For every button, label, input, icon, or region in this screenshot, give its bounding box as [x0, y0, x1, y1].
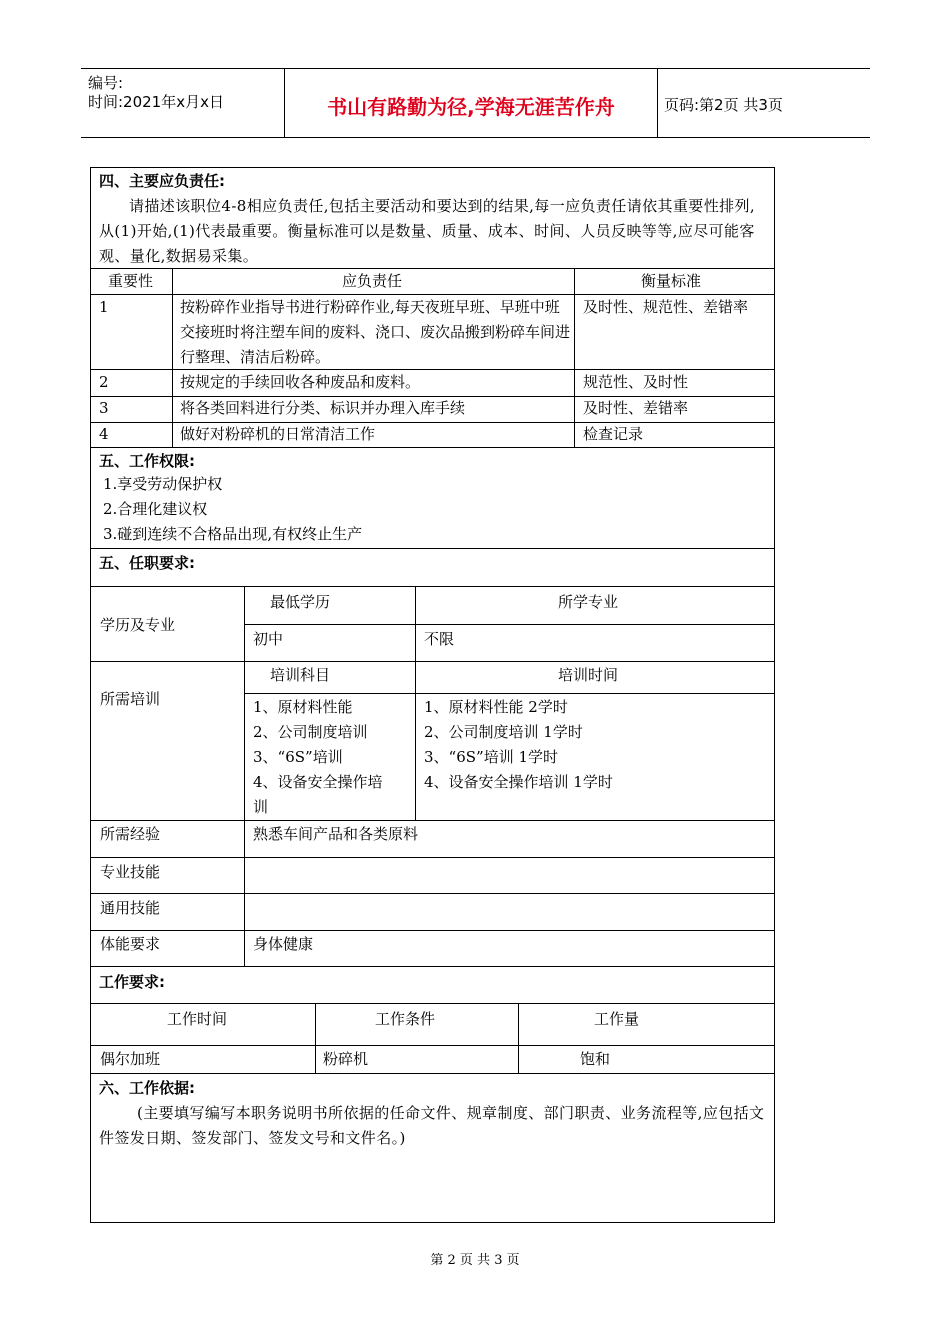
training-subject: 2、公司制度培训: [253, 723, 368, 741]
duty-text: 做好对粉碎机的日常清洁工作: [180, 425, 376, 443]
column-header: 重要性: [108, 272, 154, 290]
divider: [574, 268, 575, 447]
training-subject: 3、“6S”培训: [253, 748, 343, 766]
column-header: 衡量标准: [641, 272, 702, 290]
column-header: 工作量: [594, 1010, 640, 1028]
page-number-label: 页码:第2页 共3页: [664, 96, 783, 114]
divider: [90, 930, 775, 931]
row-label: 所需经验: [100, 825, 161, 843]
duty-text: 按规定的手续回收各种废品和废料。: [180, 373, 421, 391]
divider: [90, 857, 775, 858]
page-footer: 第 2 页 共 3 页: [430, 1253, 520, 1268]
training-subject: 训: [253, 798, 269, 816]
training-time: 3、“6S”培训 1学时: [424, 748, 559, 766]
divider: [415, 661, 416, 820]
training-time: 4、设备安全操作培训 1学时: [424, 773, 613, 791]
divider: [244, 693, 775, 694]
divider: [172, 268, 173, 447]
divider: [90, 820, 775, 821]
divider: [90, 1003, 775, 1004]
divider: [90, 586, 775, 587]
education-value: 初中: [253, 630, 284, 648]
row-label: 通用技能: [100, 899, 161, 917]
row-label: 所需培训: [100, 690, 161, 708]
section-title: 工作要求:: [99, 973, 165, 991]
row-label: 专业技能: [100, 863, 161, 881]
column-header: 应负责任: [342, 272, 403, 290]
divider: [315, 1003, 316, 1073]
column-header: 培训科目: [270, 666, 331, 684]
training-time: 1、原材料性能 2学时: [424, 698, 568, 716]
duty-text: 按粉碎作业指导书进行粉碎作业,每天夜班早班、早班中班交接班时将注塑车间的废料、浇口、废次品搬到粉碎车间进行整理、清洁后粉碎。: [180, 298, 571, 366]
divider: [244, 586, 245, 966]
divider: [90, 447, 775, 448]
column-header: 工作时间: [167, 1010, 228, 1028]
date-label: 时间:2021年x月x日: [88, 93, 224, 111]
row-label: 学历及专业: [100, 616, 176, 634]
authority-item: 2.合理化建议权: [103, 500, 208, 518]
divider: [90, 893, 775, 894]
section-instruction: (主要填写编写本职务说明书所依据的任命文件、规章制度、部门职责、业务流程等,应包括文件签发日期、签发部门、签发文号和文件名。): [99, 1104, 765, 1147]
major-value: 不限: [424, 630, 455, 648]
experience-value: 熟悉车间产品和各类原料: [253, 825, 419, 843]
workload-value: 饱和: [580, 1050, 611, 1068]
page-header: [81, 68, 870, 138]
divider: [518, 1003, 519, 1073]
column-header: 所学专业: [558, 593, 619, 611]
divider: [90, 548, 775, 549]
divider: [90, 1045, 775, 1046]
training-subject: 4、设备安全操作培: [253, 773, 383, 791]
duty-rank: 2: [99, 373, 109, 391]
duty-rank: 4: [99, 425, 109, 443]
duty-text: 将各类回料进行分类、标识并办理入库手续: [180, 399, 466, 417]
column-header: 最低学历: [270, 593, 331, 611]
physical-value: 身体健康: [253, 935, 314, 953]
duty-measure: 规范性、及时性: [583, 373, 689, 391]
section-title: 四、主要应负责任:: [99, 172, 225, 190]
work-condition-value: 粉碎机: [323, 1050, 369, 1068]
divider: [244, 624, 775, 625]
divider: [90, 661, 775, 662]
section-instruction: 请描述该职位4-8相应负责任,包括主要活动和要达到的结果,每一应负责任请依其重要性排列,从(1)开始,(1)代表最重要。衡量标准可以是数量、质量、成本、时间、人员反映等等,应尽可能客观、量化,数据易采集。: [99, 197, 756, 265]
header-meta: [81, 69, 285, 137]
divider: [415, 586, 416, 661]
training-subject: 1、原材料性能: [253, 698, 353, 716]
header-motto-cell: [284, 69, 658, 137]
section-title: 五、任职要求:: [99, 554, 195, 572]
section-title: 五、工作权限:: [99, 452, 195, 470]
divider: [90, 966, 775, 967]
duty-rank: 1: [99, 298, 109, 316]
motto: 书山有路勤为径,学海无涯苦作舟: [327, 95, 615, 119]
divider: [90, 1073, 775, 1074]
duty-measure: 检查记录: [583, 425, 644, 443]
row-label: 体能要求: [100, 935, 161, 953]
duty-rank: 3: [99, 399, 109, 417]
authority-item: 1.享受劳动保护权: [103, 475, 223, 493]
section-title: 六、工作依据:: [99, 1079, 195, 1097]
duty-measure: 及时性、规范性、差错率: [583, 298, 749, 316]
training-time: 2、公司制度培训 1学时: [424, 723, 583, 741]
duty-measure: 及时性、差错率: [583, 399, 689, 417]
column-header: 工作条件: [375, 1010, 436, 1028]
column-header: 培训时间: [558, 666, 619, 684]
authority-item: 3.碰到连续不合格品出现,有权终止生产: [103, 525, 363, 543]
work-time-value: 偶尔加班: [100, 1050, 161, 1068]
number-label: 编号:: [88, 74, 124, 92]
